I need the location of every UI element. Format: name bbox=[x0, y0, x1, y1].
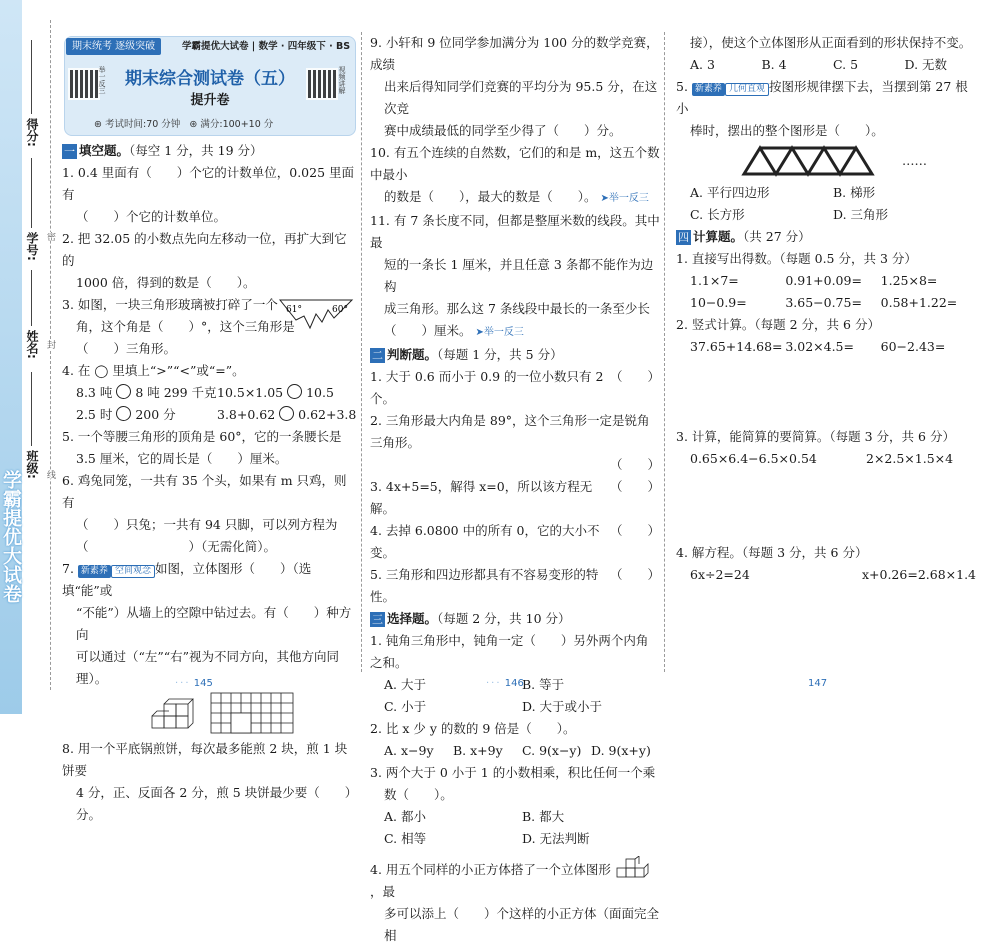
choice-5-line2: 棒时，摆出的整个图形是（ ）。 bbox=[690, 123, 884, 138]
score-line bbox=[31, 40, 32, 114]
page-number-146: ··· 146 bbox=[486, 678, 524, 689]
judge-1-answer[interactable]: （ ） bbox=[609, 369, 660, 384]
student-id-label: 学号: bbox=[25, 232, 39, 261]
compare-circle[interactable] bbox=[287, 384, 302, 399]
cut-mark-mi: 密 bbox=[45, 232, 55, 241]
q1-line1: 1. 0.4 里面有（ ）个它的计数单位，0.025 里面有 bbox=[62, 165, 355, 202]
q11-line3: 成三角形。那么这 7 条线段中最长的一条至少长 bbox=[384, 301, 650, 316]
q7-line1: 7. 新素养 空间观念 如图，立体图形（ ）（选填“能”或 bbox=[62, 561, 312, 598]
compare-circle[interactable] bbox=[279, 406, 294, 421]
choice-5-opts-ab: A. 平行四边形 B. 梯形 bbox=[690, 185, 876, 200]
choice-4-line1: 4. 用五个同样的小正方体搭了一个立体图形 ，最 bbox=[370, 856, 660, 903]
choice-5-opts-cd: C. 长方形 D. 三角形 bbox=[690, 207, 889, 222]
name-line bbox=[31, 270, 32, 326]
page-number-145: ··· 145 bbox=[175, 678, 213, 689]
judge-5-answer[interactable]: （ ） bbox=[609, 567, 660, 582]
qr-code-right[interactable] bbox=[306, 68, 338, 100]
name-label: 姓名: bbox=[25, 330, 39, 359]
geometry-intuition-badge: 几何直观 bbox=[725, 83, 769, 96]
clock-icon: ⊛ bbox=[94, 119, 102, 130]
column-3 bbox=[676, 32, 976, 586]
choice-2-opts: A. x−9y B. x+9y C. 9(x−y) D. 9(x+y) bbox=[384, 743, 651, 758]
q9-line3: 赛中成绩最低的同学至少得了（ ）分。 bbox=[384, 123, 622, 138]
judge-2: 2. 三角形最大内角是 89°，这个三角形一定是锐角三角形。 bbox=[370, 413, 650, 450]
small-cubes-figure bbox=[615, 856, 649, 880]
q11-practice-link[interactable]: ➤举一反三 bbox=[475, 327, 524, 338]
q10-line2: 的数是（ ），最大的数是（ ）。 ➤举一反三 bbox=[384, 189, 649, 204]
brand-logo: 学霸提优大试卷 bbox=[0, 470, 22, 603]
choice-1-opts-ab: A. 大于 B. 等于 bbox=[384, 677, 565, 692]
q9-line1: 9. 小轩和 9 位同学参加满分为 100 分的数学竞赛，成绩 bbox=[370, 35, 659, 72]
q11-line2: 短的一条长 1 厘米，并且任意 3 条都不能作为边构 bbox=[384, 257, 654, 294]
calc-4-row: 6x÷2=24 x+0.26=2.68×1.4 bbox=[690, 567, 976, 582]
q5-line1: 5. 一个等腰三角形的顶角是 60°，它的一条腰长是 bbox=[62, 429, 342, 444]
angle-61-label: 61° bbox=[286, 305, 302, 315]
brand-bar bbox=[0, 0, 22, 714]
calc-2-row: 37.65+14.68= 3.02×4.5= 60−2.43= bbox=[690, 339, 946, 354]
stick-pattern-figure bbox=[740, 144, 890, 178]
stick-pattern-ellipsis: …… bbox=[902, 153, 927, 168]
column-divider-1 bbox=[361, 32, 362, 672]
choice-2: 2. 比 x 少 y 的数的 9 倍是（ ）。 bbox=[370, 721, 576, 736]
judge-5: 5. 三角形和四边形都具有不容易变形的特性。 （ ） bbox=[370, 564, 660, 608]
calc-3-workspace[interactable] bbox=[676, 470, 976, 542]
space-concept-badge: 空间观念 bbox=[111, 565, 155, 578]
calc-2-title: 2. 竖式计算。（每题 2 分，共 6 分） bbox=[676, 317, 880, 332]
score-label: 得分: bbox=[25, 118, 39, 147]
q2-line1: 2. 把 32.05 的小数点先向左移动一位，再扩大到它的 bbox=[62, 231, 347, 268]
q8-line2: 4 分，正、反面各 2 分，煎 5 块饼最少要（ ）分。 bbox=[76, 785, 358, 822]
q9-line2: 出来后得知同学们竞赛的平均分为 95.5 分，在这次竞 bbox=[384, 79, 658, 116]
cut-line bbox=[50, 20, 51, 690]
q4-title: 4. 在 ◯ 里填上“>”“<”或“=”。 bbox=[62, 363, 245, 378]
q11-line1: 11. 有 7 条长度不同，但都是整厘米数的线段。其中最 bbox=[370, 213, 660, 250]
q3-line3: （ ）三角形。 bbox=[76, 341, 177, 356]
column-2 bbox=[370, 32, 660, 947]
class-line bbox=[31, 372, 32, 446]
section-judge: 二 判断题。（每题 1 分，共 5 分） bbox=[372, 347, 563, 362]
exam-subtitle: 提升卷 bbox=[190, 93, 230, 108]
qr-right-label: 视频讲解 bbox=[338, 66, 346, 94]
judge-4: 4. 去掉 6.0800 中的所有 0，它的大小不变。 （ ） bbox=[370, 520, 660, 564]
choice-3-line1: 3. 两个大于 0 小于 1 的小数相乘，积比任何一个乘 bbox=[370, 765, 656, 780]
judge-2-answer[interactable]: （ ） bbox=[609, 457, 660, 472]
q2-line2: 1000 倍，得到的数是（ ）。 bbox=[76, 275, 256, 290]
q6-line1: 6. 鸡兔同笼，一共有 35 个头，如果有 m 只鸡，则有 bbox=[62, 473, 347, 510]
column-divider-2 bbox=[664, 32, 665, 672]
stick-pattern bbox=[676, 142, 976, 182]
qr-code-left[interactable] bbox=[68, 68, 100, 100]
new-literacy-badge: 新素养 bbox=[692, 83, 725, 96]
judge-3-answer[interactable]: （ ） bbox=[609, 479, 660, 494]
choice-4-line3: 接），使这个立体图形从正面看到的形状保持不变。 bbox=[690, 35, 972, 50]
exam-time: 考试时间:70 分钟 bbox=[105, 119, 181, 130]
calc-1-row1: 1.1×7= 0.91+0.09= 1.25×8= bbox=[690, 273, 938, 288]
judge-4-answer[interactable]: （ ） bbox=[609, 523, 660, 538]
broken-triangle-figure bbox=[276, 296, 356, 334]
student-id-line bbox=[31, 158, 32, 228]
q5-line2: 3.5 厘米，它的周长是（ ）厘米。 bbox=[76, 451, 288, 466]
choice-3-opts-ab: A. 都小 B. 都大 bbox=[384, 809, 565, 824]
section-calc: 四 计算题。（共 27 分） bbox=[678, 229, 811, 244]
q7-line3: 可以通过（“左”“右”视为不同方向，其他方向同理）。 bbox=[76, 649, 340, 686]
qr-left-label: 举一反三 bbox=[98, 66, 106, 94]
q3 bbox=[62, 294, 358, 360]
cube-stack-figure bbox=[150, 696, 200, 730]
angle-60-label: 60° bbox=[332, 305, 348, 315]
calc-3-row: 0.65×6.4−6.5×0.54 2×2.5×1.5×4 bbox=[690, 451, 954, 466]
cut-mark-feng: 封 bbox=[45, 340, 55, 349]
q11-line4: （ ）厘米。 ➤举一反三 bbox=[384, 323, 524, 338]
cut-mark-xian: 线 bbox=[45, 470, 55, 479]
score-icon: ⊛ bbox=[189, 119, 198, 130]
choice-5-line1: 5. 新素养 几何直观 按图形规律摆下去，当摆到第 27 根小 bbox=[676, 79, 968, 116]
calc-1-row2: 10−0.9= 3.65−0.75= 0.58+1.22= bbox=[690, 295, 958, 310]
calc-1-title: 1. 直接写出得数。（每题 0.5 分，共 3 分） bbox=[676, 251, 917, 266]
q6-line3: （ ）（无需化简）。 bbox=[76, 539, 277, 554]
choice-4-opts: A. 3 B. 4 C. 5 D. 无数 bbox=[690, 57, 948, 72]
compare-circle[interactable] bbox=[116, 384, 131, 399]
q8-line1: 8. 用一个平底锅煎饼，每次最多能煎 2 块，煎 1 块饼要 bbox=[62, 741, 348, 778]
calc-4-title: 4. 解方程。（每题 3 分，共 6 分） bbox=[676, 545, 868, 560]
exam-title: 期末综合测试卷（五） bbox=[125, 69, 295, 89]
q7-line2: “不能”）从墙上的空隙中钻过去。有（ ）种方向 bbox=[76, 605, 352, 642]
q4-row1: 8.3 吨 8 吨 299 千克 10.5×1.05 10.5 bbox=[76, 385, 334, 400]
q3-line1: 3. 如图，一块三角形玻璃被打碎了一个 bbox=[62, 297, 278, 312]
wall-gap-figure bbox=[210, 692, 294, 734]
q4-row2: 2.5 时 200 分 3.8+0.62 0.62+3.8 bbox=[76, 407, 357, 422]
new-literacy-badge: 新素养 bbox=[78, 565, 111, 578]
class-label: 班级: bbox=[25, 450, 39, 479]
q1-line2: （ ）个它的计数单位。 bbox=[76, 209, 227, 224]
q6-line2: （ ）只兔；一共有 94 只脚，可以列方程为 bbox=[76, 517, 338, 532]
judge-3: 3. 4x+5=5，解得 x=0，所以该方程无解。 （ ） bbox=[370, 476, 660, 520]
choice-1-opts-cd: C. 小于 D. 大于或小于 bbox=[384, 699, 603, 714]
q10-line1: 10. 有五个连续的自然数，它们的和是 m，这五个数中最小 bbox=[370, 145, 660, 182]
column-1 bbox=[62, 140, 358, 826]
choice-4-line2: 多可以添上（ ）个这样的小正方体（面面完全相 bbox=[384, 906, 660, 943]
calc-3-title: 3. 计算，能简算的要简算。（每题 3 分，共 6 分） bbox=[676, 429, 955, 444]
page-number-147: 147 bbox=[808, 678, 828, 689]
choice-3-opts-cd: C. 相等 D. 无法判断 bbox=[384, 831, 590, 846]
choice-1: 1. 钝角三角形中，钝角一定（ ）另外两个内角之和。 bbox=[370, 633, 649, 670]
q3-line2: 角，这个角是（ ）°，这个三角形是 bbox=[76, 319, 295, 334]
exam-meta bbox=[94, 116, 273, 130]
q7-figures bbox=[62, 690, 358, 738]
compare-circle[interactable] bbox=[116, 406, 131, 421]
exam-tag: 期末统考 逐级突破 bbox=[66, 38, 161, 55]
choice-3-line2: 数（ ）。 bbox=[384, 787, 453, 802]
section-fill-blank: 一 填空题。（每空 1 分，共 19 分） bbox=[64, 143, 263, 158]
calc-2-workspace[interactable] bbox=[676, 358, 976, 426]
judge-1: 1. 大于 0.6 而小于 0.9 的一位小数只有 2 个。 （ ） bbox=[370, 366, 660, 410]
q10-practice-link[interactable]: ➤举一反三 bbox=[600, 193, 649, 204]
exam-score: 满分:100+10 分 bbox=[200, 119, 274, 130]
series-label: 学霸提优大试卷 | 数学 · 四年级下 · BS bbox=[182, 41, 351, 52]
section-choice: 三 选择题。（每题 2 分，共 10 分） bbox=[372, 611, 571, 626]
